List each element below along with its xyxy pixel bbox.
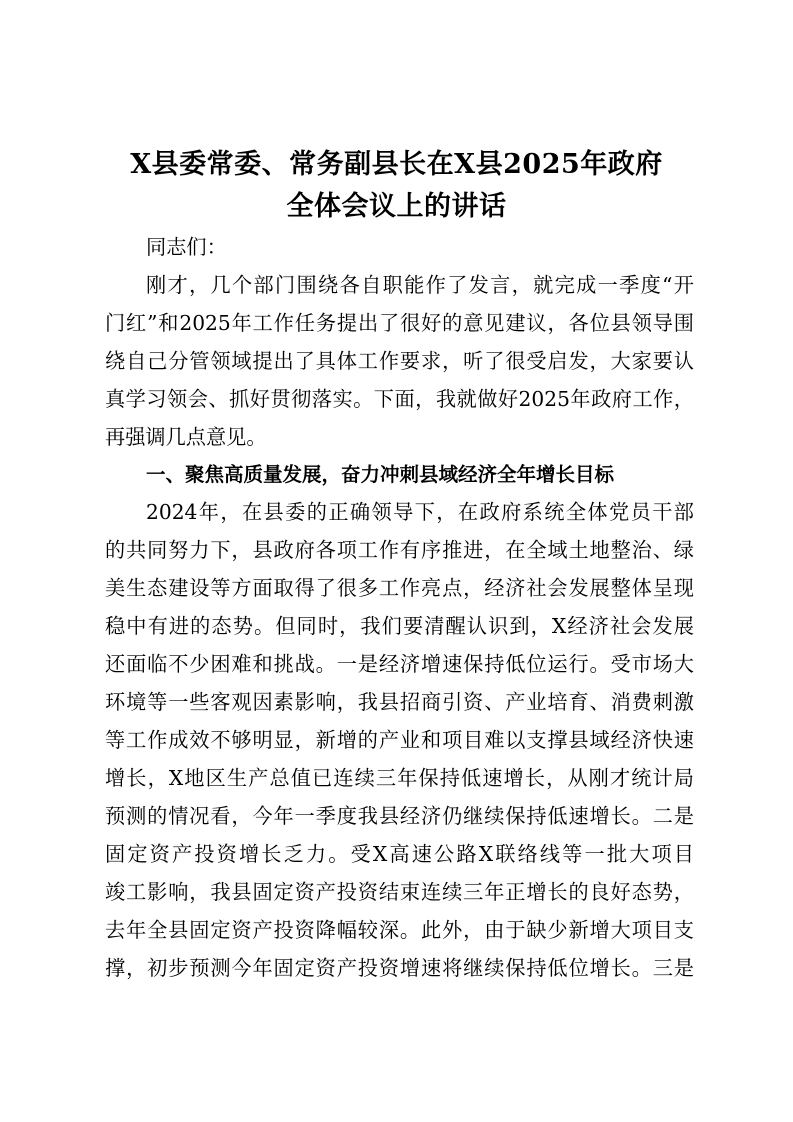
paragraph-1-line: 绕自己分管领域提出了具体工作要求，听了很受启发，大家要认: [105, 349, 694, 373]
paragraph-2-line: 环境等一些客观因素影响，我县招商引资、产业培育、消费刺激: [105, 690, 694, 714]
document-title-line-1: X县委常委、常务副县长在X县2025年政府: [130, 149, 663, 180]
paragraph-2-line: 增长，X地区生产总值已连续三年保持低速增长，从刚才统计局: [105, 766, 694, 790]
paragraph-1-line: 门红”和2025年工作任务提出了很好的意见建议，各位县领导围: [105, 311, 694, 335]
paragraph-1-line: 再强调几点意见。: [105, 425, 267, 449]
salutation: 同志们：: [146, 235, 227, 259]
paragraph-2-line: 去年全县固定资产投资降幅较深。此外，由于缺少新增大项目支: [105, 918, 694, 942]
paragraph-2-line: 美生态建设等方面取得了很多工作亮点，经济社会发展整体呈现: [105, 576, 694, 600]
paragraph-1-line: 刚才，几个部门围绕各自职能作了发言，就完成一季度“开: [146, 273, 694, 297]
paragraph-2-line: 还面临不少困难和挑战。一是经济增速保持低位运行。受市场大: [105, 652, 694, 676]
paragraph-2-line: 等工作成效不够明显，新增的产业和项目难以支撑县域经济快速: [105, 728, 694, 752]
paragraph-2-line: 2024年，在县委的正确领导下，在政府系统全体党员干部: [146, 500, 694, 524]
document-title-line-2: 全体会议上的讲话: [286, 191, 507, 222]
paragraph-2-line: 固定资产投资增长乏力。受X高速公路X联络线等一批大项目: [105, 842, 694, 866]
paragraph-2-line: 稳中有进的态势。但同时，我们要清醒认识到，X经济社会发展: [105, 614, 694, 638]
paragraph-2-line: 预测的情况看，今年一季度我县经济仍继续保持低速增长。二是: [105, 804, 694, 828]
paragraph-2-line: 竣工影响，我县固定资产投资结束连续三年正增长的良好态势，: [105, 880, 694, 904]
paragraph-2-line: 撑，初步预测今年固定资产投资增速将继续保持低位增长。三是: [105, 956, 694, 980]
paragraph-2-line: 的共同努力下，县政府各项工作有序推进，在全域土地整治、绿: [105, 538, 694, 562]
paragraph-1-line: 真学习领会、抓好贯彻落实。下面，我就做好2025年政府工作，: [105, 387, 694, 411]
section-1-heading: 一、聚焦高质量发展，奋力冲刺县域经济全年增长目标: [146, 463, 615, 486]
